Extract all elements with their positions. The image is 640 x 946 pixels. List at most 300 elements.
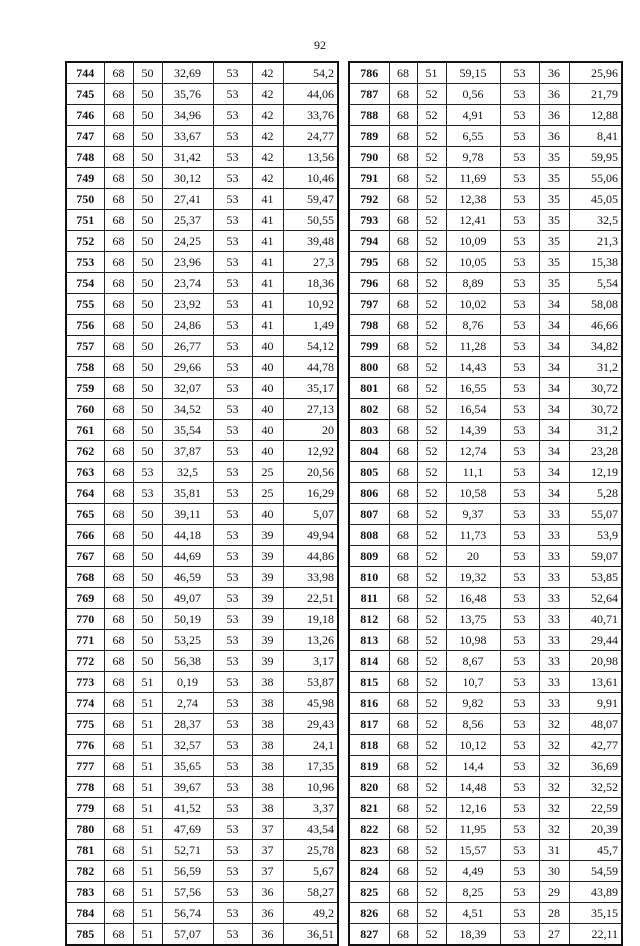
table-cell: 68 xyxy=(104,189,133,210)
table-cell: 68 xyxy=(389,525,417,546)
table-cell: 8,76 xyxy=(446,315,500,336)
point-number-cell: 784 xyxy=(66,903,104,924)
table-cell: 50,19 xyxy=(162,609,213,630)
table-cell: 16,55 xyxy=(446,378,500,399)
table-cell: 53 xyxy=(213,189,252,210)
table-cell: 8,25 xyxy=(446,882,500,903)
table-cell: 59,95 xyxy=(569,147,622,168)
table-cell: 24,1 xyxy=(283,735,338,756)
point-number-cell: 796 xyxy=(349,273,389,294)
table-cell: 68 xyxy=(104,420,133,441)
table-cell: 53 xyxy=(213,588,252,609)
point-number-cell: 813 xyxy=(349,630,389,651)
table-cell: 5,28 xyxy=(569,483,622,504)
table-cell: 50 xyxy=(133,126,162,147)
table-cell: 45,98 xyxy=(283,693,338,714)
table-cell: 40,71 xyxy=(569,609,622,630)
table-cell: 68 xyxy=(389,798,417,819)
point-number-cell: 768 xyxy=(66,567,104,588)
table-cell: 34 xyxy=(539,483,569,504)
table-cell: 56,38 xyxy=(162,651,213,672)
table-cell: 53 xyxy=(213,441,252,462)
table-cell: 34 xyxy=(539,294,569,315)
point-number-cell: 767 xyxy=(66,546,104,567)
table-cell: 57,56 xyxy=(162,882,213,903)
point-number-cell: 749 xyxy=(66,168,104,189)
table-row xyxy=(66,231,338,252)
table-cell: 68 xyxy=(104,378,133,399)
table-cell: 51 xyxy=(133,735,162,756)
point-number-cell: 745 xyxy=(66,84,104,105)
table-row xyxy=(349,273,622,294)
table-cell: 59,07 xyxy=(569,546,622,567)
table-cell: 68 xyxy=(104,735,133,756)
table-cell: 24,25 xyxy=(162,231,213,252)
table-cell: 68 xyxy=(104,798,133,819)
table-row xyxy=(349,651,622,672)
table-cell: 68 xyxy=(104,357,133,378)
table-cell: 21,79 xyxy=(569,84,622,105)
table-cell: 53,85 xyxy=(569,567,622,588)
table-cell: 34 xyxy=(539,420,569,441)
point-number-cell: 752 xyxy=(66,231,104,252)
table-row xyxy=(349,861,622,882)
table-cell: 44,78 xyxy=(283,357,338,378)
table-cell: 32,5 xyxy=(569,210,622,231)
table-cell: 52 xyxy=(417,483,446,504)
table-cell: 50 xyxy=(133,525,162,546)
table-cell: 53 xyxy=(500,273,539,294)
table-cell: 40 xyxy=(252,336,283,357)
table-row xyxy=(349,840,622,861)
table-cell: 30 xyxy=(539,861,569,882)
table-cell: 52 xyxy=(417,840,446,861)
table-row xyxy=(349,294,622,315)
table-cell: 53 xyxy=(213,399,252,420)
table-cell: 52 xyxy=(417,84,446,105)
table-cell: 50 xyxy=(133,62,162,84)
table-cell: 32,5 xyxy=(162,462,213,483)
table-cell: 33 xyxy=(539,525,569,546)
table-cell: 16,48 xyxy=(446,588,500,609)
table-cell: 35,54 xyxy=(162,420,213,441)
table-row xyxy=(66,378,338,399)
table-cell: 15,38 xyxy=(569,252,622,273)
table-cell: 68 xyxy=(389,168,417,189)
point-number-cell: 776 xyxy=(66,735,104,756)
table-cell: 68 xyxy=(389,735,417,756)
point-number-cell: 758 xyxy=(66,357,104,378)
table-cell: 68 xyxy=(104,84,133,105)
point-number-cell: 753 xyxy=(66,252,104,273)
table-row xyxy=(349,483,622,504)
point-number-cell: 783 xyxy=(66,882,104,903)
table-cell: 53 xyxy=(213,819,252,840)
table-cell: 36 xyxy=(252,882,283,903)
table-cell: 35 xyxy=(539,231,569,252)
table-cell: 68 xyxy=(104,546,133,567)
table-cell: 33 xyxy=(539,672,569,693)
table-cell: 51 xyxy=(133,777,162,798)
table-cell: 53 xyxy=(213,273,252,294)
table-cell: 32,57 xyxy=(162,735,213,756)
point-number-cell: 818 xyxy=(349,735,389,756)
table-cell: 50 xyxy=(133,546,162,567)
point-number-cell: 759 xyxy=(66,378,104,399)
table-cell: 52 xyxy=(417,462,446,483)
table-cell: 53 xyxy=(500,525,539,546)
table-cell: 12,74 xyxy=(446,441,500,462)
table-cell: 52 xyxy=(417,504,446,525)
table-cell: 38 xyxy=(252,714,283,735)
table-cell: 52,64 xyxy=(569,588,622,609)
table-cell: 55,07 xyxy=(569,504,622,525)
table-cell: 68 xyxy=(104,861,133,882)
table-cell: 35 xyxy=(539,189,569,210)
table-cell: 53 xyxy=(500,882,539,903)
table-cell: 22,59 xyxy=(569,798,622,819)
table-cell: 50 xyxy=(133,420,162,441)
table-row xyxy=(349,420,622,441)
table-cell: 44,86 xyxy=(283,546,338,567)
table-cell: 9,91 xyxy=(569,693,622,714)
table-cell: 33 xyxy=(539,504,569,525)
table-cell: 38 xyxy=(252,777,283,798)
table-cell: 33 xyxy=(539,546,569,567)
table-cell: 53 xyxy=(213,882,252,903)
table-cell: 68 xyxy=(389,336,417,357)
table-cell: 68 xyxy=(389,567,417,588)
table-cell: 53 xyxy=(213,168,252,189)
table-cell: 35,17 xyxy=(283,378,338,399)
table-cell: 10,98 xyxy=(446,630,500,651)
table-cell: 68 xyxy=(104,462,133,483)
table-cell: 50 xyxy=(133,336,162,357)
table-row xyxy=(349,714,622,735)
point-number-cell: 814 xyxy=(349,651,389,672)
table-row xyxy=(66,840,338,861)
point-number-cell: 757 xyxy=(66,336,104,357)
table-cell: 68 xyxy=(104,693,133,714)
point-number-cell: 769 xyxy=(66,588,104,609)
table-cell: 53 xyxy=(213,714,252,735)
table-cell: 11,1 xyxy=(446,462,500,483)
table-row xyxy=(66,420,338,441)
table-cell: 15,57 xyxy=(446,840,500,861)
table-cell: 12,41 xyxy=(446,210,500,231)
table-cell: 68 xyxy=(389,714,417,735)
table-cell: 45,7 xyxy=(569,840,622,861)
table-cell: 32 xyxy=(539,798,569,819)
table-cell: 39 xyxy=(252,588,283,609)
table-cell: 12,38 xyxy=(446,189,500,210)
table-row xyxy=(66,105,338,126)
table-cell: 50 xyxy=(133,84,162,105)
point-number-cell: 788 xyxy=(349,105,389,126)
table-cell: 46,59 xyxy=(162,567,213,588)
table-cell: 37 xyxy=(252,819,283,840)
table-cell: 52 xyxy=(417,756,446,777)
table-cell: 68 xyxy=(389,819,417,840)
table-cell: 68 xyxy=(104,882,133,903)
table-cell: 50 xyxy=(133,189,162,210)
point-number-cell: 782 xyxy=(66,861,104,882)
table-row xyxy=(349,399,622,420)
table-cell: 0,56 xyxy=(446,84,500,105)
table-row xyxy=(66,441,338,462)
point-number-cell: 787 xyxy=(349,84,389,105)
table-row xyxy=(66,504,338,525)
table-cell: 10,46 xyxy=(283,168,338,189)
table-cell: 11,28 xyxy=(446,336,500,357)
table-cell: 53 xyxy=(500,147,539,168)
table-cell: 33,67 xyxy=(162,126,213,147)
table-cell: 52 xyxy=(417,399,446,420)
point-number-cell: 750 xyxy=(66,189,104,210)
table-cell: 68 xyxy=(389,126,417,147)
point-number-cell: 792 xyxy=(349,189,389,210)
table-cell: 68 xyxy=(104,147,133,168)
point-number-cell: 808 xyxy=(349,525,389,546)
left-table-body xyxy=(66,62,338,945)
table-cell: 53 xyxy=(500,588,539,609)
table-row xyxy=(349,126,622,147)
table-cell: 53 xyxy=(213,567,252,588)
point-number-cell: 800 xyxy=(349,357,389,378)
table-cell: 38 xyxy=(252,672,283,693)
table-cell: 53 xyxy=(213,924,252,946)
table-cell: 16,29 xyxy=(283,483,338,504)
point-number-cell: 774 xyxy=(66,693,104,714)
point-number-cell: 771 xyxy=(66,630,104,651)
table-cell: 68 xyxy=(389,231,417,252)
table-cell: 10,02 xyxy=(446,294,500,315)
table-cell: 50 xyxy=(133,609,162,630)
table-cell: 52 xyxy=(417,294,446,315)
table-row xyxy=(66,483,338,504)
table-cell: 52 xyxy=(417,588,446,609)
table-cell: 53,9 xyxy=(569,525,622,546)
point-number-cell: 744 xyxy=(66,62,104,84)
table-row xyxy=(349,735,622,756)
coordinate-tables xyxy=(65,61,623,941)
table-cell: 68 xyxy=(104,231,133,252)
table-cell: 53 xyxy=(213,210,252,231)
table-cell: 29 xyxy=(539,882,569,903)
table-row xyxy=(66,861,338,882)
table-cell: 13,61 xyxy=(569,672,622,693)
table-cell: 32 xyxy=(539,756,569,777)
table-cell: 68 xyxy=(104,62,133,84)
table-cell: 56,74 xyxy=(162,903,213,924)
table-cell: 53 xyxy=(500,62,539,84)
table-cell: 10,05 xyxy=(446,252,500,273)
table-cell: 50 xyxy=(133,168,162,189)
table-cell: 53 xyxy=(500,546,539,567)
point-number-cell: 760 xyxy=(66,399,104,420)
point-number-cell: 770 xyxy=(66,609,104,630)
table-cell: 50 xyxy=(133,252,162,273)
table-cell: 41 xyxy=(252,252,283,273)
table-row xyxy=(349,315,622,336)
table-cell: 54,12 xyxy=(283,336,338,357)
table-cell: 18,36 xyxy=(283,273,338,294)
table-cell: 32 xyxy=(539,777,569,798)
table-cell: 68 xyxy=(104,567,133,588)
point-number-cell: 804 xyxy=(349,441,389,462)
table-cell: 50 xyxy=(133,378,162,399)
table-cell: 11,95 xyxy=(446,819,500,840)
table-cell: 44,06 xyxy=(283,84,338,105)
table-cell: 30,72 xyxy=(569,399,622,420)
table-cell: 44,69 xyxy=(162,546,213,567)
point-number-cell: 801 xyxy=(349,378,389,399)
table-cell: 11,69 xyxy=(446,168,500,189)
table-cell: 53 xyxy=(500,861,539,882)
table-row xyxy=(349,903,622,924)
table-cell: 50 xyxy=(133,357,162,378)
point-number-cell: 816 xyxy=(349,693,389,714)
table-cell: 33 xyxy=(539,567,569,588)
table-cell: 41 xyxy=(252,231,283,252)
table-cell: 50 xyxy=(133,294,162,315)
table-cell: 68 xyxy=(389,630,417,651)
table-cell: 53 xyxy=(500,315,539,336)
table-cell: 19,32 xyxy=(446,567,500,588)
table-cell: 52 xyxy=(417,126,446,147)
point-number-cell: 806 xyxy=(349,483,389,504)
table-cell: 53 xyxy=(213,546,252,567)
table-row xyxy=(349,378,622,399)
table-cell: 46,66 xyxy=(569,315,622,336)
table-cell: 49,2 xyxy=(283,903,338,924)
point-number-cell: 798 xyxy=(349,315,389,336)
table-cell: 14,4 xyxy=(446,756,500,777)
right-table-body xyxy=(349,62,622,945)
table-cell: 52 xyxy=(417,567,446,588)
table-cell: 27 xyxy=(539,924,569,946)
table-cell: 39 xyxy=(252,546,283,567)
table-row xyxy=(66,735,338,756)
table-row xyxy=(349,105,622,126)
table-cell: 53 xyxy=(213,525,252,546)
table-cell: 52 xyxy=(417,147,446,168)
table-cell: 68 xyxy=(389,315,417,336)
point-number-cell: 765 xyxy=(66,504,104,525)
table-row xyxy=(349,504,622,525)
table-cell: 53 xyxy=(213,126,252,147)
table-cell: 68 xyxy=(389,294,417,315)
table-cell: 68 xyxy=(389,420,417,441)
table-row xyxy=(349,798,622,819)
table-cell: 1,49 xyxy=(283,315,338,336)
table-cell: 39 xyxy=(252,630,283,651)
table-cell: 33 xyxy=(539,588,569,609)
point-number-cell: 780 xyxy=(66,819,104,840)
table-cell: 57,07 xyxy=(162,924,213,946)
table-cell: 14,48 xyxy=(446,777,500,798)
right-coordinate-table xyxy=(348,61,623,946)
table-cell: 53 xyxy=(213,840,252,861)
table-cell: 12,19 xyxy=(569,462,622,483)
point-number-cell: 821 xyxy=(349,798,389,819)
point-number-cell: 795 xyxy=(349,252,389,273)
table-cell: 68 xyxy=(104,126,133,147)
table-row xyxy=(66,336,338,357)
table-row xyxy=(349,630,622,651)
point-number-cell: 810 xyxy=(349,567,389,588)
point-number-cell: 773 xyxy=(66,672,104,693)
point-number-cell: 825 xyxy=(349,882,389,903)
table-cell: 14,39 xyxy=(446,420,500,441)
table-cell: 34,52 xyxy=(162,399,213,420)
table-cell: 68 xyxy=(104,168,133,189)
point-number-cell: 746 xyxy=(66,105,104,126)
table-cell: 33 xyxy=(539,609,569,630)
table-cell: 39 xyxy=(252,609,283,630)
table-cell: 53 xyxy=(500,105,539,126)
table-cell: 35 xyxy=(539,252,569,273)
table-cell: 39,48 xyxy=(283,231,338,252)
table-row xyxy=(349,84,622,105)
point-number-cell: 815 xyxy=(349,672,389,693)
table-cell: 53 xyxy=(213,252,252,273)
table-cell: 50 xyxy=(133,210,162,231)
left-coordinate-table xyxy=(65,61,339,946)
table-cell: 8,89 xyxy=(446,273,500,294)
point-number-cell: 761 xyxy=(66,420,104,441)
point-number-cell: 824 xyxy=(349,861,389,882)
table-cell: 20,39 xyxy=(569,819,622,840)
point-number-cell: 747 xyxy=(66,126,104,147)
table-cell: 51 xyxy=(133,672,162,693)
table-cell: 37 xyxy=(252,840,283,861)
table-cell: 52 xyxy=(417,651,446,672)
point-number-cell: 811 xyxy=(349,588,389,609)
table-cell: 25,78 xyxy=(283,840,338,861)
table-cell: 38 xyxy=(252,756,283,777)
table-row xyxy=(349,189,622,210)
point-number-cell: 819 xyxy=(349,756,389,777)
table-cell: 38 xyxy=(252,693,283,714)
table-cell: 35 xyxy=(539,168,569,189)
table-row xyxy=(349,357,622,378)
table-cell: 51 xyxy=(417,62,446,84)
table-cell: 68 xyxy=(389,210,417,231)
table-cell: 13,56 xyxy=(283,147,338,168)
table-cell: 42 xyxy=(252,168,283,189)
table-cell: 45,05 xyxy=(569,189,622,210)
table-cell: 41 xyxy=(252,273,283,294)
point-number-cell: 827 xyxy=(349,924,389,946)
table-cell: 52 xyxy=(417,777,446,798)
table-cell: 52 xyxy=(417,819,446,840)
table-cell: 53 xyxy=(213,903,252,924)
table-row xyxy=(66,525,338,546)
table-cell: 49,07 xyxy=(162,588,213,609)
table-cell: 53 xyxy=(500,693,539,714)
table-cell: 33,98 xyxy=(283,567,338,588)
table-cell: 52 xyxy=(417,672,446,693)
table-row xyxy=(66,62,338,84)
table-cell: 68 xyxy=(104,840,133,861)
table-cell: 25,96 xyxy=(569,62,622,84)
point-number-cell: 754 xyxy=(66,273,104,294)
table-cell: 9,82 xyxy=(446,693,500,714)
point-number-cell: 766 xyxy=(66,525,104,546)
table-cell: 68 xyxy=(104,903,133,924)
table-cell: 6,55 xyxy=(446,126,500,147)
